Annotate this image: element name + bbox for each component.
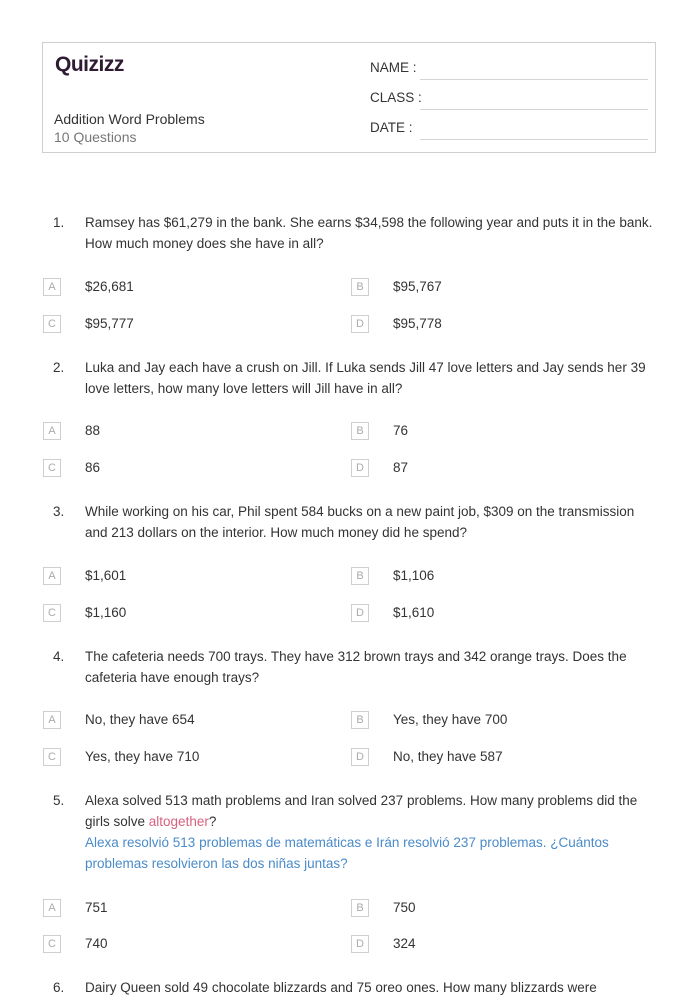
option-text: $1,160 bbox=[85, 605, 127, 620]
name-line bbox=[420, 79, 648, 80]
date-label: DATE : bbox=[370, 120, 413, 135]
option-text: 76 bbox=[393, 423, 409, 438]
option-text: 86 bbox=[85, 460, 101, 475]
class-field[interactable] bbox=[370, 88, 648, 110]
option-letter-box: B bbox=[351, 899, 369, 917]
quizizz-logo: Quizizz bbox=[55, 53, 124, 76]
option-letter-box: D bbox=[351, 604, 369, 622]
option-text: Yes, they have 710 bbox=[85, 749, 200, 764]
option-text: 750 bbox=[393, 900, 416, 915]
option-letter-box: D bbox=[351, 748, 369, 766]
question-text: Luka and Jay each have a crush on Jill. If Luka sends Jill 47 love letters and Jay sends her 39 love letters, how many love letters will Jill have in all? bbox=[85, 360, 646, 396]
option-text: $95,767 bbox=[393, 279, 442, 294]
option-letter-box: B bbox=[351, 711, 369, 729]
option-letter-box: C bbox=[43, 459, 61, 477]
option-text: 751 bbox=[85, 900, 108, 915]
option-text: $26,681 bbox=[85, 279, 134, 294]
option-letter-box: D bbox=[351, 459, 369, 477]
option-letter-box: A bbox=[43, 278, 61, 296]
option-letter-box: D bbox=[351, 935, 369, 953]
option-text: Yes, they have 700 bbox=[393, 712, 508, 727]
option-text: $1,601 bbox=[85, 568, 127, 583]
question-text-main: Alexa solved 513 math problems and Iran solved 237 problems. How many problems did the girls solve bbox=[85, 793, 638, 829]
option-text: No, they have 587 bbox=[393, 749, 503, 764]
highlighted-word: altogether bbox=[148, 814, 209, 829]
question-number: 3. bbox=[53, 504, 65, 519]
worksheet-header bbox=[42, 42, 656, 153]
option-text: 88 bbox=[85, 423, 101, 438]
name-field[interactable] bbox=[370, 58, 648, 80]
spanish-translation: Alexa resolvió 513 problemas de matemáticas e Irán resolvió 237 problemas. ¿Cuántos problemas resolvieron las dos niñas juntas? bbox=[85, 835, 609, 871]
option-letter-box: B bbox=[351, 422, 369, 440]
class-line bbox=[420, 109, 648, 110]
date-line bbox=[420, 139, 648, 140]
question-number: 2. bbox=[53, 360, 65, 375]
date-field[interactable] bbox=[370, 118, 648, 140]
question-number: 1. bbox=[53, 215, 65, 230]
option-letter-box: A bbox=[43, 899, 61, 917]
option-text: $1,106 bbox=[393, 568, 435, 583]
question-number: 6. bbox=[53, 980, 65, 995]
option-letter-box: A bbox=[43, 567, 61, 585]
name-label: NAME : bbox=[370, 60, 417, 75]
question-count: 10 Questions bbox=[54, 129, 137, 145]
question-text: While working on his car, Phil spent 584 bucks on a new paint job, $309 on the transmission and 213 dollars on the interior. How much money did he spend? bbox=[85, 504, 635, 540]
option-letter-box: D bbox=[351, 315, 369, 333]
option-letter-box: C bbox=[43, 604, 61, 622]
question-text: Ramsey has $61,279 in the bank. She earns $34,598 the following year and puts it in the bank. How much money does she have in all? bbox=[85, 215, 653, 251]
option-letter-box: B bbox=[351, 567, 369, 585]
option-letter-box: C bbox=[43, 935, 61, 953]
option-text: 87 bbox=[393, 460, 409, 475]
option-letter-box: A bbox=[43, 711, 61, 729]
option-letter-box: A bbox=[43, 422, 61, 440]
question-text: Dairy Queen sold 49 chocolate blizzards and 75 oreo ones. How many blizzards were bbox=[85, 980, 597, 995]
option-text: $1,610 bbox=[393, 605, 435, 620]
question-number: 5. bbox=[53, 793, 65, 808]
option-letter-box: B bbox=[351, 278, 369, 296]
option-letter-box: C bbox=[43, 315, 61, 333]
option-text: $95,777 bbox=[85, 316, 134, 331]
option-text: 740 bbox=[85, 936, 108, 951]
question-text bbox=[85, 790, 657, 874]
option-letter-box: C bbox=[43, 748, 61, 766]
class-label: CLASS : bbox=[370, 90, 422, 105]
option-text: $95,778 bbox=[393, 316, 442, 331]
option-text: 324 bbox=[393, 936, 416, 951]
worksheet-title: Addition Word Problems bbox=[54, 111, 205, 127]
question-text: The cafeteria needs 700 trays. They have 312 brown trays and 342 orange trays. Does the cafeteria have enough trays? bbox=[85, 649, 627, 685]
question-number: 4. bbox=[53, 649, 65, 664]
option-text: No, they have 654 bbox=[85, 712, 195, 727]
question-text-end: ? bbox=[208, 814, 217, 829]
